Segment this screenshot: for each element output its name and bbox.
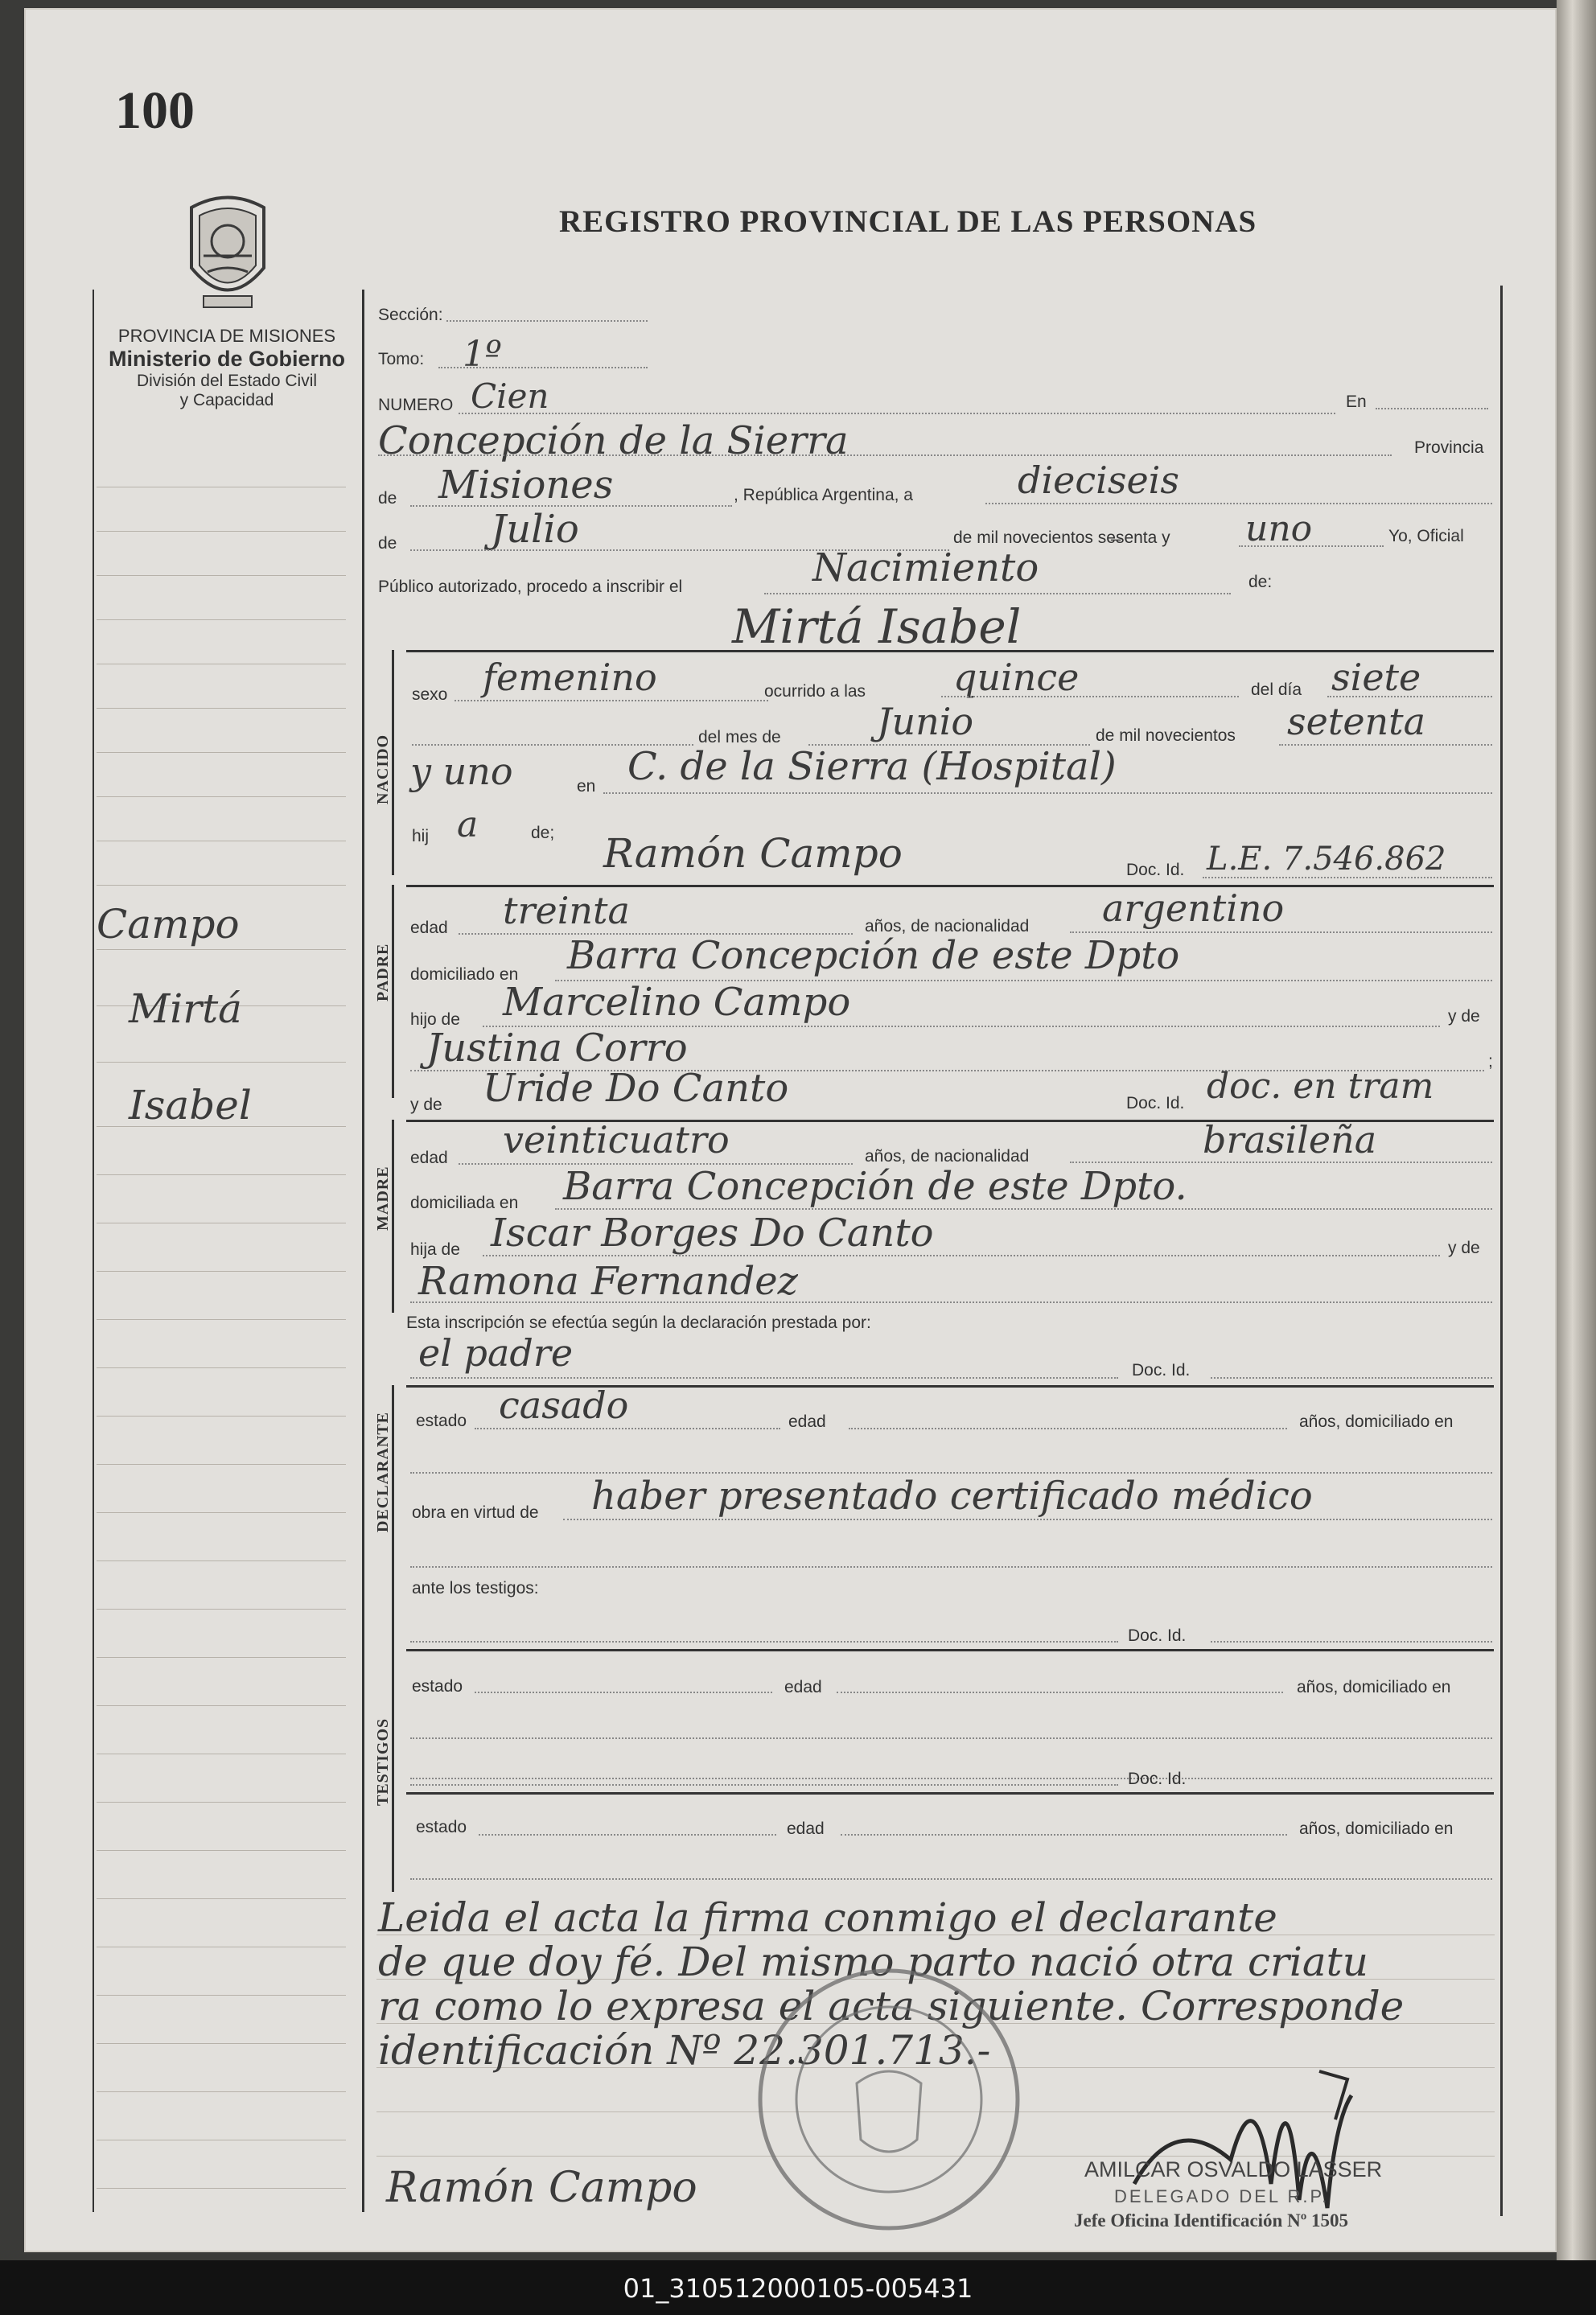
padre-nacionalidad: argentino	[1102, 886, 1285, 930]
declarante-anios-label: años, domiciliado en	[1299, 1412, 1454, 1431]
localidad-value: Concepción de la Sierra	[378, 418, 849, 463]
madre-nac-field	[1070, 1162, 1492, 1163]
closing-line-3: ra como lo expresa el acta siguiente. Corresponde	[378, 1983, 1405, 2029]
padre-edad-value: treinta	[503, 889, 630, 932]
declarante-signature: Ramón Campo	[386, 2164, 697, 2212]
padre-domicilio: Barra Concepción de este Dpto	[567, 933, 1180, 978]
obra-field	[563, 1519, 1492, 1520]
lugar-field	[603, 792, 1492, 794]
madre-nac-label: años, de nacionalidad	[865, 1147, 1030, 1166]
testigo1-edad-label: edad	[784, 1678, 822, 1696]
testigo2-edad-label: edad	[787, 1820, 825, 1838]
margin-rule	[97, 1657, 346, 1658]
lugar-value: C. de la Sierra (Hospital)	[627, 744, 1117, 789]
testigo1-dom-field	[410, 1737, 1492, 1739]
book-binding	[1557, 0, 1596, 2260]
seccion-field	[446, 320, 648, 322]
en2-label: en	[577, 777, 596, 796]
testigo2-estado-label: estado	[416, 1818, 467, 1836]
ministry-line3: División del Estado Civil	[136, 372, 318, 390]
republica-label: , República Argentina, a	[734, 486, 913, 504]
margin-rule	[97, 796, 346, 797]
declarante-edad-field	[849, 1428, 1287, 1429]
madre-doc-label: Doc. Id.	[1126, 1094, 1185, 1112]
margin-rule	[97, 2188, 346, 2189]
numero-label: NUMERO	[378, 396, 454, 414]
testigo1-field	[410, 1641, 1118, 1643]
padre-nombre: Ramón Campo	[603, 830, 903, 877]
closing-line-1: Leida el acta la firma conmigo el declarante	[378, 1894, 1277, 1941]
yo-label: Yo, Oficial	[1388, 527, 1464, 545]
madre-edad-value: veinticuatro	[503, 1118, 730, 1162]
testigo2-edad-field	[841, 1834, 1287, 1836]
padre-nac-label: años, de nacionalidad	[865, 917, 1030, 935]
padre-madre: Justina Corro	[426, 1026, 688, 1071]
margin-rule	[97, 1367, 346, 1368]
padre-doc-value: L.E. 7.546.862	[1207, 841, 1446, 878]
hora-field	[941, 696, 1239, 697]
testigo1-rule	[406, 1649, 1494, 1651]
sexo-field	[455, 700, 768, 701]
del-mes-label: del mes de	[698, 728, 781, 746]
madre-madre: Ramona Fernandez	[418, 1259, 798, 1304]
hij-label: hij	[412, 827, 430, 845]
closing-line-2: de que doy fé. Del mismo parto nació otra criatu	[378, 1939, 1368, 1985]
hora-value: quince	[953, 656, 1080, 699]
official-stamp	[752, 1963, 1026, 2236]
madre-edad-label: edad	[410, 1149, 448, 1167]
mil2-label: de mil novecientos	[1096, 726, 1236, 745]
declarante-estado-field	[475, 1428, 780, 1429]
margin-rule	[97, 2091, 346, 2092]
margin-rule	[97, 1319, 346, 1320]
section-label-testigos: TESTIGOS	[374, 1717, 392, 1806]
de-label-2: de	[378, 534, 397, 553]
testigo2-estado-field	[479, 1834, 776, 1836]
closing-line-4: identificación Nº 22.301.713.-	[378, 2027, 991, 2074]
dia-value: dieciseis	[1018, 458, 1180, 502]
margin-rule	[97, 531, 346, 532]
provincia-value: Misiones	[438, 463, 614, 508]
page-number: 100	[115, 81, 195, 140]
margin-rule	[97, 708, 346, 709]
testigo2-rule	[406, 1792, 1494, 1795]
anio-field	[1239, 545, 1384, 547]
anio-value: uno	[1245, 508, 1313, 549]
margin-rule	[97, 1705, 346, 1706]
madre-domicilio: Barra Concepción de este Dpto.	[563, 1164, 1187, 1209]
padre-padre: Marcelino Campo	[503, 980, 851, 1025]
de-colon-label: de:	[1248, 573, 1273, 591]
margin-rule	[97, 2043, 346, 2044]
declarante-field	[410, 1377, 1118, 1379]
sexo-label: sexo	[412, 685, 448, 704]
obra-field-2	[410, 1566, 1492, 1568]
ministry-line4: y Capacidad	[179, 391, 274, 409]
dia-nac-field	[1327, 696, 1492, 697]
margin-rule	[97, 1560, 346, 1561]
madre-dom-field	[555, 1208, 1492, 1210]
de-label: de	[378, 489, 397, 508]
margin-rule	[97, 575, 346, 576]
testigo2-field	[410, 1784, 1118, 1786]
testigo1-edad-field	[837, 1692, 1283, 1693]
section-label-padre: PADRE	[374, 943, 392, 1001]
madre-nombre: Uride Do Canto	[483, 1066, 789, 1111]
margin-right-border	[362, 290, 364, 2212]
declarante-estado: casado	[499, 1384, 629, 1427]
ocurrido-label: ocurrido a las	[764, 682, 866, 701]
margin-rule	[97, 1174, 346, 1175]
margin-rule	[97, 1995, 346, 1996]
margin-rule	[97, 752, 346, 753]
provincia-emblem-icon	[175, 191, 280, 320]
en-field	[1376, 408, 1488, 409]
y-uno-value: y uno	[410, 750, 513, 793]
testigo1-estado-field	[475, 1692, 772, 1693]
margin-rule	[97, 1512, 346, 1513]
testigo1-doc-label: Doc. Id.	[1128, 1626, 1187, 1645]
section-label-nacido: NACIDO	[374, 734, 392, 804]
mes-value: Julio	[491, 507, 579, 552]
padre-doc-field	[1203, 877, 1492, 878]
madre-y-de-label: y de	[1448, 1239, 1480, 1257]
testigo2-dom-field	[410, 1878, 1492, 1880]
declarante-value: el padre	[418, 1331, 574, 1375]
madre-nacionalidad: brasileña	[1203, 1118, 1377, 1162]
margin-rule	[97, 885, 346, 886]
testigo1-doc-field	[1211, 1641, 1492, 1643]
section-label-declarante: DECLARANTE	[374, 1411, 392, 1532]
seccion-label: Sección:	[378, 306, 443, 324]
margin-rule	[97, 1850, 346, 1851]
mes-nac-value: Junio	[877, 700, 974, 743]
testigo1-anios-label: años, domiciliado en	[1297, 1678, 1451, 1696]
nacido-top-rule	[406, 650, 1494, 652]
inscripto-nombre: Mirtá Isabel	[732, 599, 1022, 654]
sexo-value: femenino	[483, 656, 657, 699]
declarante-doc-field	[1211, 1377, 1492, 1379]
padre-dom-label: domiciliado en	[410, 965, 519, 984]
tomo-field	[438, 367, 648, 368]
padre-y-de-label: y de	[1448, 1007, 1480, 1026]
decada-value: setenta	[1287, 700, 1426, 743]
inscripcion-label: Esta inscripción se efectúa según la declaración prestada por:	[406, 1314, 871, 1332]
margin-rule	[97, 1416, 346, 1417]
ministry-line1: PROVINCIA DE MISIONES	[117, 326, 336, 346]
testigos-label: ante los testigos:	[412, 1579, 539, 1597]
form-right-border	[1500, 286, 1503, 2216]
localidad-field	[378, 454, 1392, 456]
testigo2-doc-label: Doc. Id.	[1128, 1770, 1187, 1788]
madre-y-de-label: y de	[410, 1096, 442, 1114]
hij-suffix: a	[457, 804, 479, 845]
declarante-doc-label: Doc. Id.	[1132, 1361, 1191, 1380]
provincia-label: Provincia	[1414, 438, 1484, 457]
official-office: Jefe Oficina Identificación Nº 1505	[1074, 2210, 1349, 2231]
section-label-madre: MADRE	[374, 1166, 392, 1231]
margin-rule	[97, 619, 346, 620]
official-name: AMILCAR OSVALDO LASSER	[1084, 2157, 1383, 2181]
margin-rule	[97, 1898, 346, 1899]
declarante-estado-label: estado	[416, 1412, 467, 1430]
dia-field	[985, 503, 1492, 504]
padre-top-rule	[406, 885, 1494, 887]
madre-padre: Iscar Borges Do Canto	[491, 1211, 934, 1256]
publico-label: Público autorizado, procedo a inscribir el	[378, 578, 683, 596]
margin-rule	[97, 1802, 346, 1803]
padre-hijo-de-label: hijo de	[410, 1010, 460, 1029]
margin-left-border	[93, 290, 94, 2212]
declarante-edad-label: edad	[788, 1412, 826, 1431]
ministry-line2: Ministerio de Gobierno	[108, 347, 346, 371]
margin-rule	[97, 1464, 346, 1465]
testigo2-anios-label: años, domiciliado en	[1299, 1820, 1454, 1838]
padre-doc-label: Doc. Id.	[1126, 861, 1185, 879]
margin-rule	[97, 1062, 346, 1063]
margin-rule	[97, 949, 346, 950]
padre-semicolon: ;	[1488, 1052, 1493, 1071]
testigo1-dom-field-2	[410, 1778, 1492, 1779]
footer-image-id: 01_310512000105-005431	[623, 2273, 973, 2304]
madre-doc-value: doc. en tram	[1207, 1066, 1434, 1107]
tomo-value: 1º	[463, 334, 502, 375]
madre-padre-field	[483, 1255, 1440, 1256]
margin-note-nombre1: Mirtá	[129, 985, 242, 1032]
obra-label: obra en virtud de	[412, 1503, 539, 1522]
padre-edad-label: edad	[410, 919, 448, 937]
madre-dom-label: domiciliada en	[410, 1194, 519, 1212]
en-label: En	[1346, 393, 1367, 411]
acto-value: Nacimiento	[812, 545, 1039, 590]
dia-nac-value: siete	[1331, 656, 1421, 699]
acto-field	[764, 593, 1231, 594]
margin-note-nombre2: Isabel	[129, 1082, 252, 1129]
margin-rule	[97, 1609, 346, 1610]
obra-value: haber presentado certificado médico	[591, 1474, 1313, 1519]
madre-hija-de-label: hija de	[410, 1240, 460, 1259]
decada-field	[1279, 744, 1492, 746]
madre-madre-field	[410, 1301, 1492, 1303]
del-dia-label: del día	[1251, 681, 1302, 699]
margin-rule	[97, 1271, 346, 1272]
page-title: REGISTRO PROVINCIAL DE LAS PERSONAS	[559, 204, 1257, 239]
margin-note-apellido: Campo	[97, 901, 240, 948]
testigo1-estado-label: estado	[412, 1677, 463, 1696]
numero-field	[459, 413, 1335, 414]
tomo-label: Tomo:	[378, 350, 425, 368]
official-role: DELEGADO DEL R.P.	[1114, 2186, 1330, 2206]
numero-value: Cien	[471, 376, 549, 416]
mil-label: de mil novecientos se̶senta y	[953, 528, 1170, 547]
de3-label: de;	[531, 824, 555, 842]
